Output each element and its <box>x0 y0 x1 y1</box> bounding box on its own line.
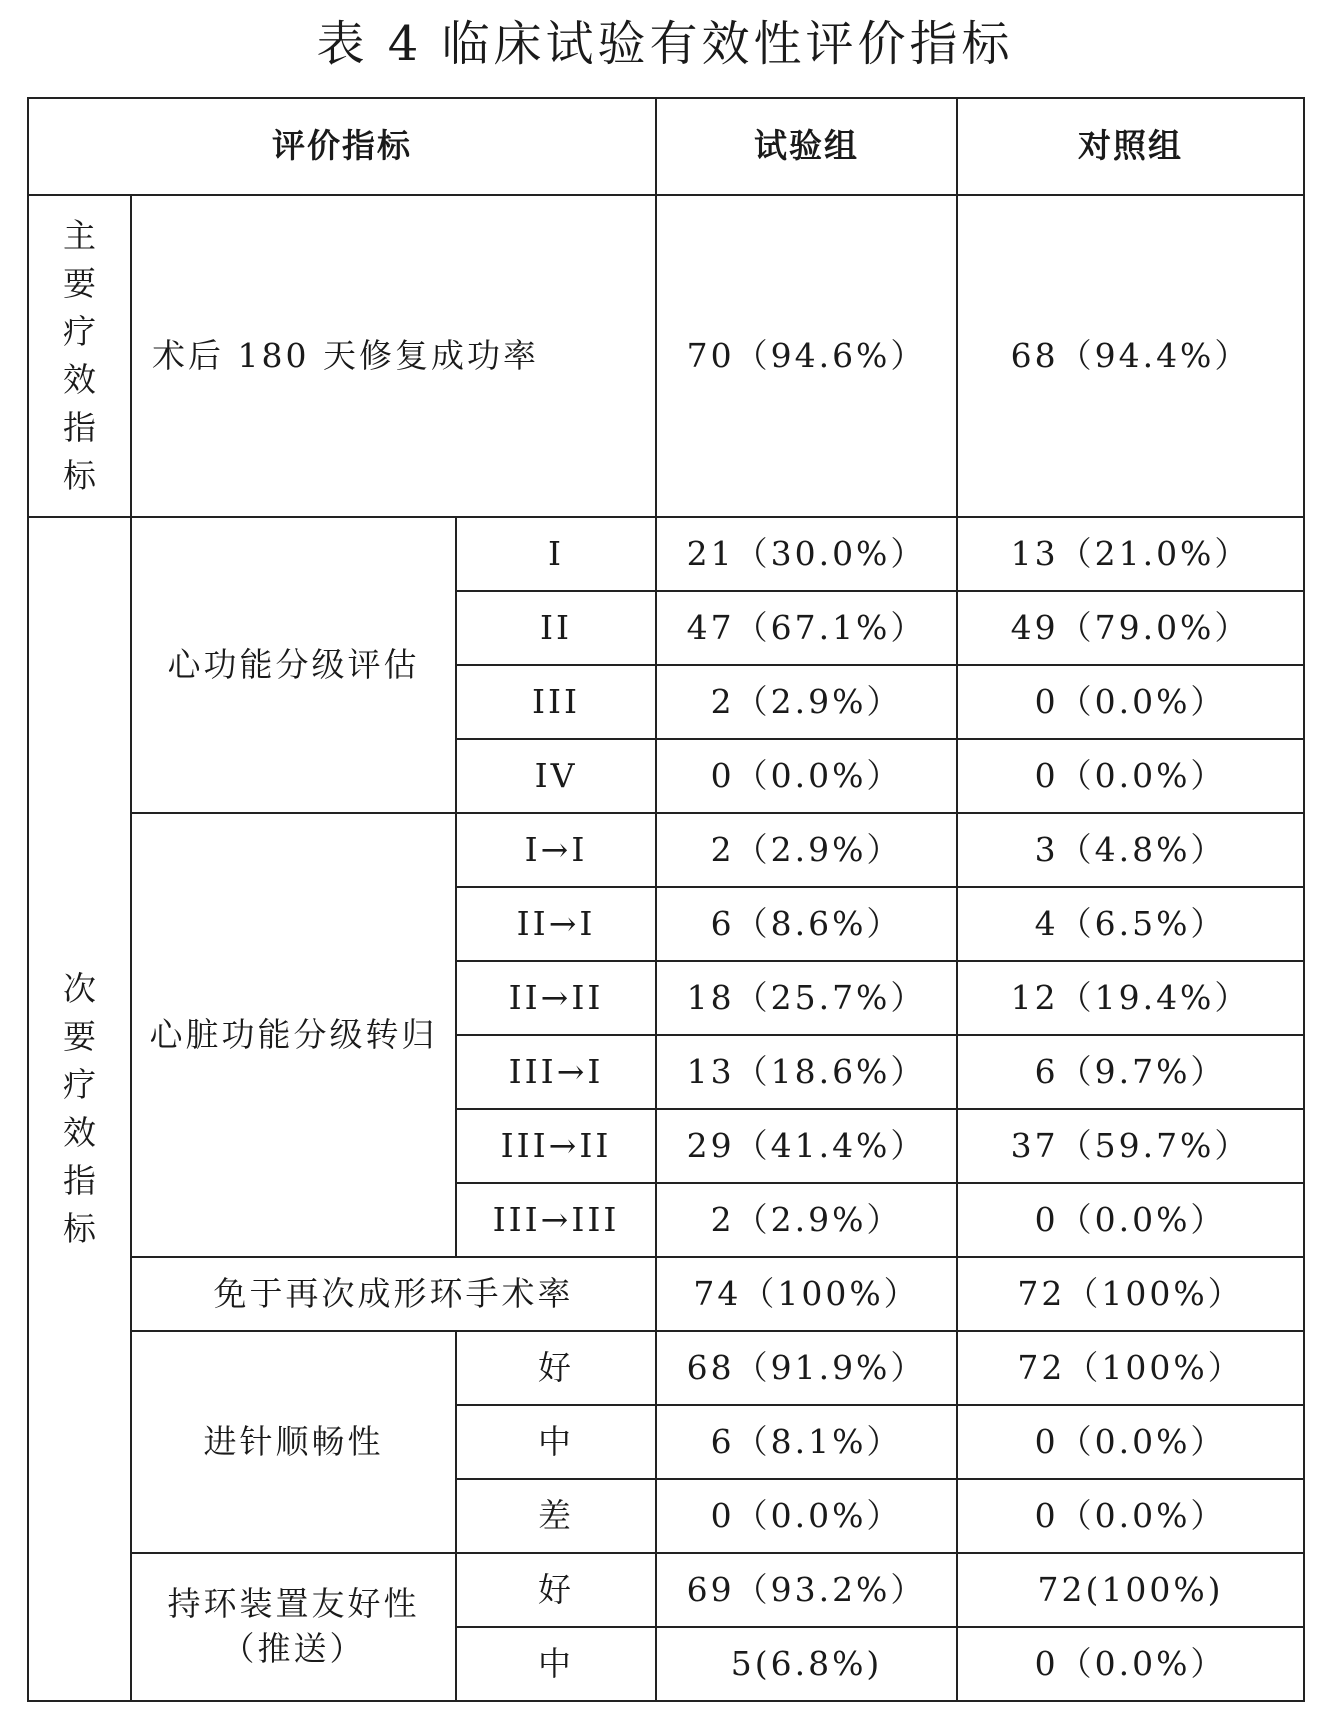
primary-category: 主要疗效指标 <box>63 216 96 495</box>
needle-smoothness-label: 进针顺畅性 <box>131 1331 456 1553</box>
grade-cell: I→I <box>456 813 656 887</box>
test-value: 18（25.7%） <box>656 961 957 1035</box>
control-value: 6（9.7%） <box>957 1035 1304 1109</box>
cardiac-grade-label: 心功能分级评估 <box>131 517 456 813</box>
grade-cell: III→II <box>456 1109 656 1183</box>
control-value: 0（0.0%） <box>957 1183 1304 1257</box>
grade-cell: 中 <box>456 1627 656 1701</box>
holder-friendliness-label: 持环装置友好性（推送） <box>131 1553 456 1701</box>
primary-control-value: 68（94.4%） <box>957 195 1304 517</box>
test-value: 0（0.0%） <box>656 1479 957 1553</box>
test-value: 2（2.9%） <box>656 665 957 739</box>
control-value: 37（59.7%） <box>957 1109 1304 1183</box>
grade-cell: II→II <box>456 961 656 1035</box>
cardiac-transition-label: 心脏功能分级转归 <box>131 813 456 1257</box>
test-value: 13（18.6%） <box>656 1035 957 1109</box>
grade-cell: 好 <box>456 1553 656 1627</box>
table-row <box>28 1257 1304 1331</box>
control-value: 12（19.4%） <box>957 961 1304 1035</box>
test-value: 6（8.1%） <box>656 1405 957 1479</box>
control-value: 49（79.0%） <box>957 591 1304 665</box>
primary-category-cell <box>28 195 131 517</box>
efficacy-table <box>27 97 1305 1702</box>
grade-cell: II <box>456 591 656 665</box>
test-value: 2（2.9%） <box>656 813 957 887</box>
test-value: 68（91.9%） <box>656 1331 957 1405</box>
header-control-group: 对照组 <box>957 98 1304 195</box>
control-value: 0（0.0%） <box>957 1405 1304 1479</box>
test-value: 47（67.1%） <box>656 591 957 665</box>
test-value: 0（0.0%） <box>656 739 957 813</box>
grade-cell: 差 <box>456 1479 656 1553</box>
grade-cell: III→I <box>456 1035 656 1109</box>
grade-cell: II→I <box>456 887 656 961</box>
control-value: 4（6.5%） <box>957 887 1304 961</box>
grade-cell: III <box>456 665 656 739</box>
table-row <box>28 517 1304 591</box>
control-value: 0（0.0%） <box>957 665 1304 739</box>
header-test-group: 试验组 <box>656 98 957 195</box>
table-row <box>28 813 1304 887</box>
table-row <box>28 1553 1304 1627</box>
grade-cell: 好 <box>456 1331 656 1405</box>
primary-test-value: 70（94.6%） <box>656 195 957 517</box>
test-value: 69（93.2%） <box>656 1553 957 1627</box>
secondary-category: 次要疗效指标 <box>63 969 96 1248</box>
control-value: 72(100%) <box>957 1553 1304 1627</box>
grade-cell: III→III <box>456 1183 656 1257</box>
table-row <box>28 1331 1304 1405</box>
test-value: 5(6.8%) <box>656 1627 957 1701</box>
test-value: 21（30.0%） <box>656 517 957 591</box>
control-value: 72（100%） <box>957 1257 1304 1331</box>
control-value: 0（0.0%） <box>957 739 1304 813</box>
test-value: 29（41.4%） <box>656 1109 957 1183</box>
no-reoperation-label: 免于再次成形环手术率 <box>131 1257 656 1331</box>
control-value: 13（21.0%） <box>957 517 1304 591</box>
header-indicator: 评价指标 <box>28 98 656 195</box>
table-row <box>28 195 1304 517</box>
test-value: 74（100%） <box>656 1257 957 1331</box>
table-title: 表 4 临床试验有效性评价指标 <box>316 16 1014 72</box>
header-row <box>28 98 1304 195</box>
secondary-category-cell <box>28 517 131 1701</box>
control-value: 72（100%） <box>957 1331 1304 1405</box>
grade-cell: 中 <box>456 1405 656 1479</box>
test-value: 2（2.9%） <box>656 1183 957 1257</box>
control-value: 0（0.0%） <box>957 1627 1304 1701</box>
grade-cell: IV <box>456 739 656 813</box>
grade-cell: I <box>456 517 656 591</box>
control-value: 3（4.8%） <box>957 813 1304 887</box>
primary-item: 术后 180 天修复成功率 <box>131 195 656 517</box>
control-value: 0（0.0%） <box>957 1479 1304 1553</box>
test-value: 6（8.6%） <box>656 887 957 961</box>
